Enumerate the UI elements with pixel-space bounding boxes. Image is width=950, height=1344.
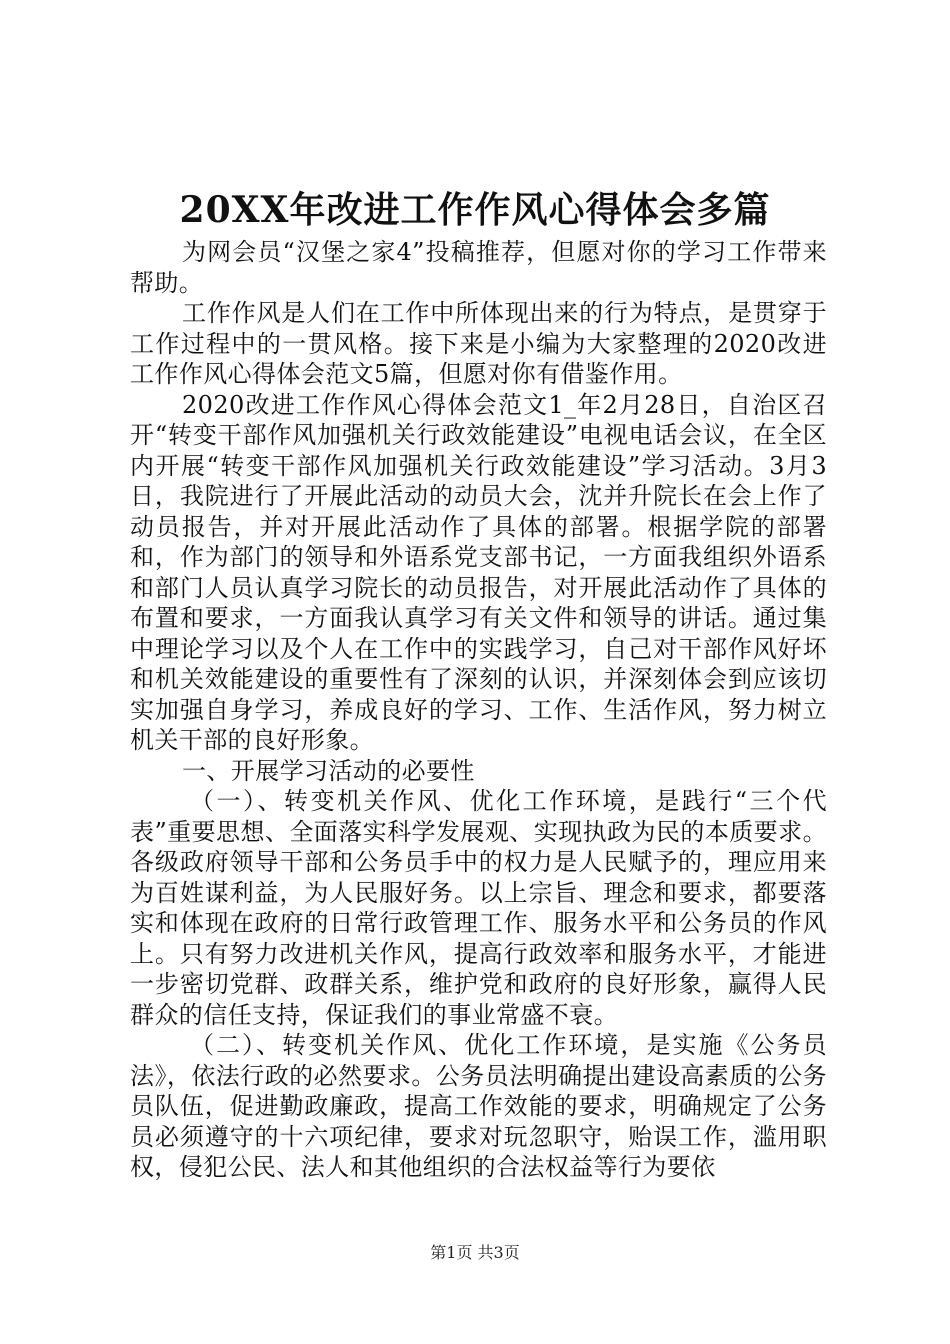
page-number-footer: 第1页 共3页 — [430, 1243, 520, 1262]
summary-paragraph: 工作作风是人们在工作中所体现出来的行为特点，是贯穿于工作过程中的一贯风格。接下来是小编为大家整理的2020改进工作作风心得体会范文5篇，但愿对你有借鉴作用。 — [130, 299, 827, 388]
point-one-paragraph: （一）、转变机关作风、优化工作环境，是践行“三个代表”重要思想、全面落实科学发展观、实现执政为民的本质要求。各级政府领导干部和公务员手中的权力是人民赋予的，理应用来为百姓谋利益，为人民服好务。以上宗旨、理念和要求，都要落实和体现在政府的日常行政管理工作、服务水平和公务员的作风上。只有努力改进机关作风，提高行政效率和服务水平，才能进一步密切党群、政群关系，维护党和政府的良好形象，赢得人民群众的信任支持，保证我们的事业常盛不衰。 — [130, 787, 827, 1029]
essay-paragraph: 2020改进工作作风心得体会范文1_年2月28日，自治区召开“转变干部作风加强机关行政效能建设”电视电话会议，在全区内开展“转变干部作风加强机关行政效能建设”学习活动。3月3日，我院进行了开展此活动的动员大会，沈并升院长在会上作了动员报告，并对开展此活动作了具体的部署。根据学院的部署和，作为部门的领导和外语系党支部书记，一方面我组织外语系和部门人员认真学习院长的动员报告，对开展此活动作了具体的布置和要求，一方面我认真学习有关文件和领导的讲话。通过集中理论学习以及个人在工作中的实践学习，自己对干部作风好坏和机关效能建设的重要性有了深刻的认识，并深刻体会到应该切实加强自身学习，养成良好的学习、工作、生活作风，努力树立机关干部的良好形象。 — [130, 390, 827, 754]
point-two-paragraph: （二）、转变机关作风、优化工作环境，是实施《公务员法》，依法行政的必然要求。公务员法明确提出建设高素质的公务员队伍，促进勤政廉政，提高工作效能的要求，明确规定了公务员必须遵守的十六项纪律，要求对玩忽职守，贻误工作，滥用职权，侵犯公民、法人和其他组织的合法权益等行为要依 — [130, 1031, 827, 1181]
intro-paragraph: 为网会员“汉堡之家4”投稿推荐，但愿对你的学习工作带来帮助。 — [130, 238, 827, 297]
section-heading: 一、开展学习活动的必要性 — [182, 756, 475, 785]
document-title: 20XX年改进工作作风心得体会多篇 — [179, 189, 771, 231]
document-body — [130, 237, 827, 1183]
